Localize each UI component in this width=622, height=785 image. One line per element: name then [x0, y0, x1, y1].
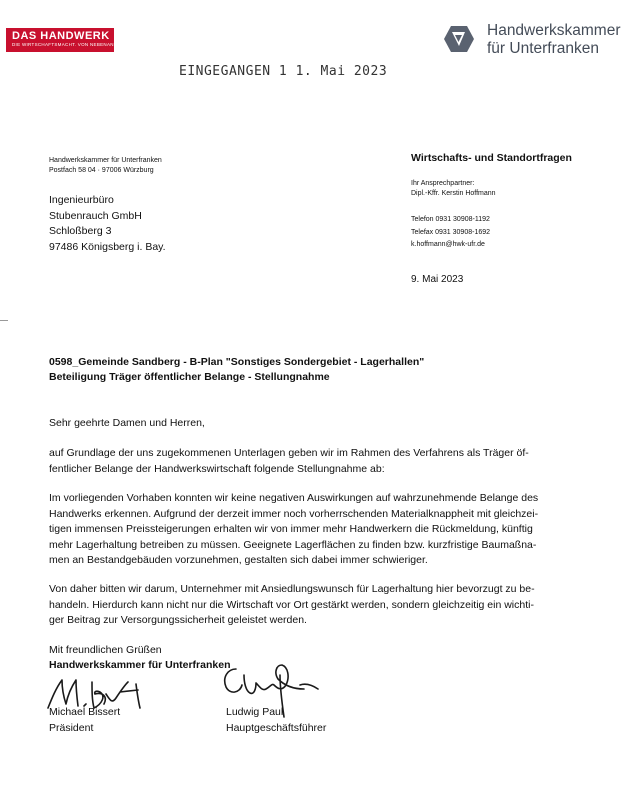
paragraph-1-line-1: auf Grundlage der uns zugekommenen Unterlagen geben wir im Rahmen des Verfahrens als Träger öf-	[49, 447, 529, 459]
fold-mark	[0, 320, 8, 321]
recipient-line-4: 97486 Königsberg i. Bay.	[49, 240, 166, 253]
paragraph-1-line-2: fentlicher Belange der Handwerkswirtschaft folgende Stellungnahme ab:	[49, 462, 385, 475]
received-stamp: EINGEGANGEN 1 1. Mai 2023	[179, 64, 388, 79]
subject-line-1: 0598_Gemeinde Sandberg - B-Plan "Sonstiges Sondergebiet - Lagerhallen"	[49, 356, 425, 368]
subject-line-2: Beteiligung Träger öffentlicher Belange - Stellungnahme	[49, 371, 330, 383]
paragraph-3-line-1: Von daher bitten wir darum, Unternehmer mit Ansiedlungswunsch für Lagerhaltung hier bevorzugt zu be-	[49, 583, 535, 595]
hwk-hexagon-icon	[443, 24, 475, 54]
logo-main-text: DAS HANDWERK	[12, 30, 110, 42]
signer-1-title: Präsident	[49, 722, 94, 734]
paragraph-2	[49, 491, 569, 569]
paragraph-2-line-5: men an Bestandgebäuden vorzunehmen, gestalten sich dabei immer schwieriger.	[49, 554, 428, 566]
logo-slogan-text: DIE WIRTSCHAFTSMACHT. VON NEBENAN.	[12, 42, 116, 47]
recipient-address	[49, 193, 166, 255]
contact-person: Dipl.-Kffr. Kerstin Hoffmann	[411, 189, 496, 197]
contact-label: Ihr Ansprechpartner:	[411, 180, 475, 187]
paragraph-2-line-4: mehr Lagerhaltung betreiben zu müssen. Geeignete Lagerflächen zu finden bzw. kurzfristige Baumaßna-	[49, 538, 537, 551]
contact-phone: Telefon 0931 30908-1192	[411, 216, 490, 223]
paragraph-2-line-2: Handwerks erkennen. Aufgrund der derzeit immer noch vorherrschenden Materialknappheit mit gleichzei-	[49, 507, 539, 520]
contact-fax: Telefax 0931 30908-1692	[411, 228, 491, 236]
signer-2-title: Hauptgeschäftsführer	[226, 722, 327, 734]
recipient-line-2: Stubenrauch GmbH	[49, 209, 142, 222]
paragraph-3-line-2: handeln. Hierdurch kann nicht nur die Wirtschaft vor Ort gestärkt werden, sondern gleichzeitig ein wichti-	[49, 598, 534, 611]
recipient-line-1: Ingenieurbüro	[49, 194, 114, 206]
contact-email: k.hoffmann@hwk-ufr.de	[411, 241, 485, 248]
paragraph-2-line-1: Im vorliegenden Vorhaben konnten wir keine negativen Auswirkungen auf wahrzunehmende Belange des	[49, 492, 539, 504]
chamber-name	[487, 22, 621, 58]
paragraph-3	[49, 582, 569, 629]
subject-block	[49, 355, 424, 385]
contact-person-block	[411, 179, 496, 198]
salutation: Sehr geehrte Damen und Herren,	[49, 417, 205, 429]
chamber-name-line1: Handwerkskammer	[487, 22, 621, 39]
paragraph-2-line-3: tigen immensen Preissteigerungen erhalten wir von immer mehr Handwerkern die Rückmeldung, künftig	[49, 523, 533, 535]
chamber-name-line2: für Unterfranken	[487, 40, 599, 57]
paragraph-3-line-3: ger Beitrag zur Versorgungssicherheit geleistet werden.	[49, 614, 307, 626]
department-heading: Wirtschafts- und Standortfragen	[411, 152, 572, 164]
recipient-line-3: Schloßberg 3	[49, 225, 112, 237]
sender-line-2: Postfach 58 04 · 97006 Würzburg	[49, 166, 154, 174]
letter-date: 9. Mai 2023	[411, 274, 464, 285]
signer-2	[226, 704, 326, 736]
signer-1-name: Michael Bissert	[49, 706, 121, 718]
contact-details	[411, 214, 490, 252]
closing-greeting: Mit freundlichen Grüßen	[49, 644, 162, 656]
sender-return-address	[49, 156, 162, 175]
signer-1	[49, 704, 120, 736]
closing-block	[49, 643, 230, 673]
closing-organization: Handwerkskammer für Unterfranken	[49, 659, 231, 671]
das-handwerk-logo	[6, 28, 114, 52]
signer-2-name: Ludwig Paul	[226, 706, 284, 718]
sender-line-1: Handwerkskammer für Unterfranken	[49, 157, 162, 164]
paragraph-1	[49, 446, 569, 477]
